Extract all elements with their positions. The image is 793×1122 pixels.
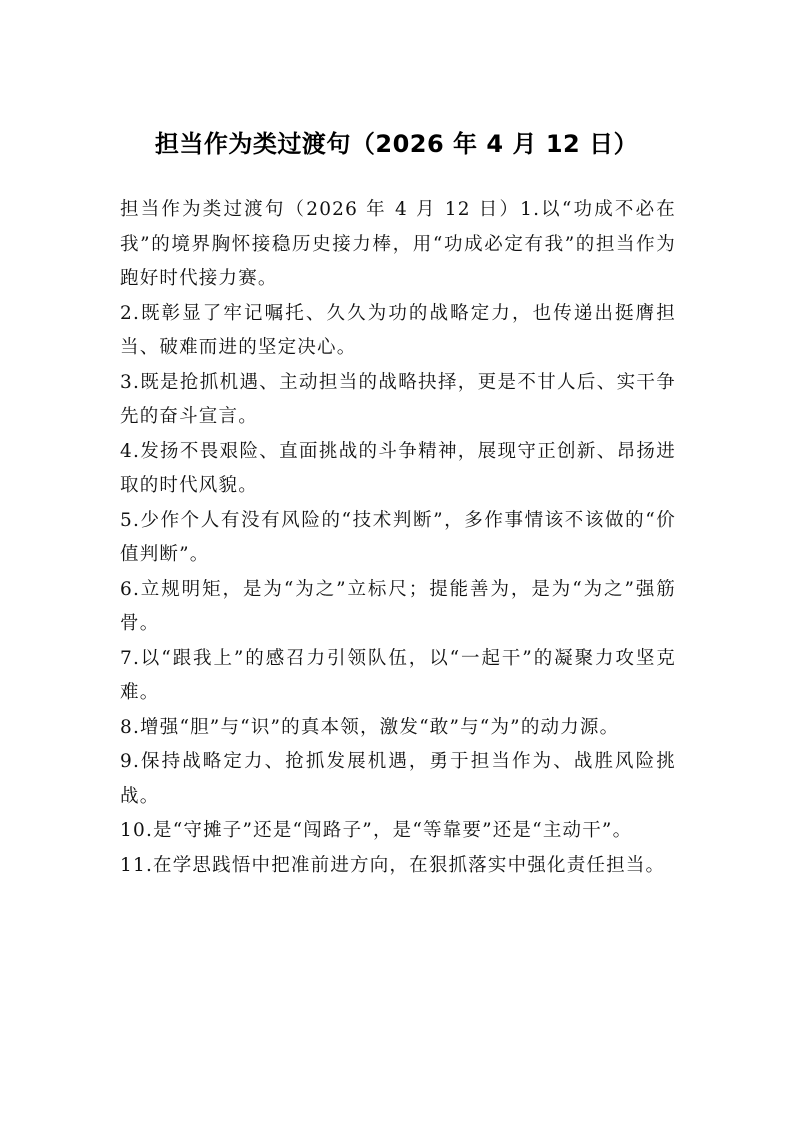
paragraph-5: 5.少作个人有没有风险的“技术判断”，多作事情该不该做的“价值判断”。 xyxy=(120,509,676,565)
document-body xyxy=(120,193,676,883)
paragraph-intro: 担当作为类过渡句（2026 年 4 月 12 日）1.以“功成不必在我”的境界胸怀接稳历史接力棒，用“功成必定有我”的担当作为跑好时代接力赛。 xyxy=(120,199,676,289)
paragraph-10: 10.是“守摊子”还是“闯路子”，是“等靠要”还是“主动干”。 xyxy=(120,820,633,841)
paragraph-8: 8.增强“胆”与“识”的真本领，激发“敢”与“为”的动力源。 xyxy=(120,716,620,738)
paragraph-11: 11.在学思践悟中把准前进方向，在狠抓落实中强化责任担当。 xyxy=(120,854,666,876)
paragraph-2: 2.既彰显了牢记嘱托、久久为功的战略定力，也传递出挺膺担当、破难而进的坚定决心。 xyxy=(120,302,676,358)
paragraph-3: 3.既是抢抓机遇、主动担当的战略抉择，更是不甘人后、实干争先的奋斗宣言。 xyxy=(120,371,676,427)
document-title: 担当作为类过渡句（2026 年 4 月 12 日） xyxy=(154,130,639,158)
paragraph-9: 9.保持战略定力、抢抓发展机遇，勇于担当作为、战胜风险挑战。 xyxy=(120,751,676,807)
paragraph-4: 4.发扬不畏艰险、直面挑战的斗争精神，展现守正创新、昂扬进取的时代风貌。 xyxy=(120,440,676,496)
paragraph-6: 6.立规明矩，是为“为之”立标尺；提能善为，是为“为之”强筋骨。 xyxy=(120,578,676,634)
paragraph-7: 7.以“跟我上”的感召力引领队伍，以“一起干”的凝聚力攻坚克难。 xyxy=(120,647,676,703)
